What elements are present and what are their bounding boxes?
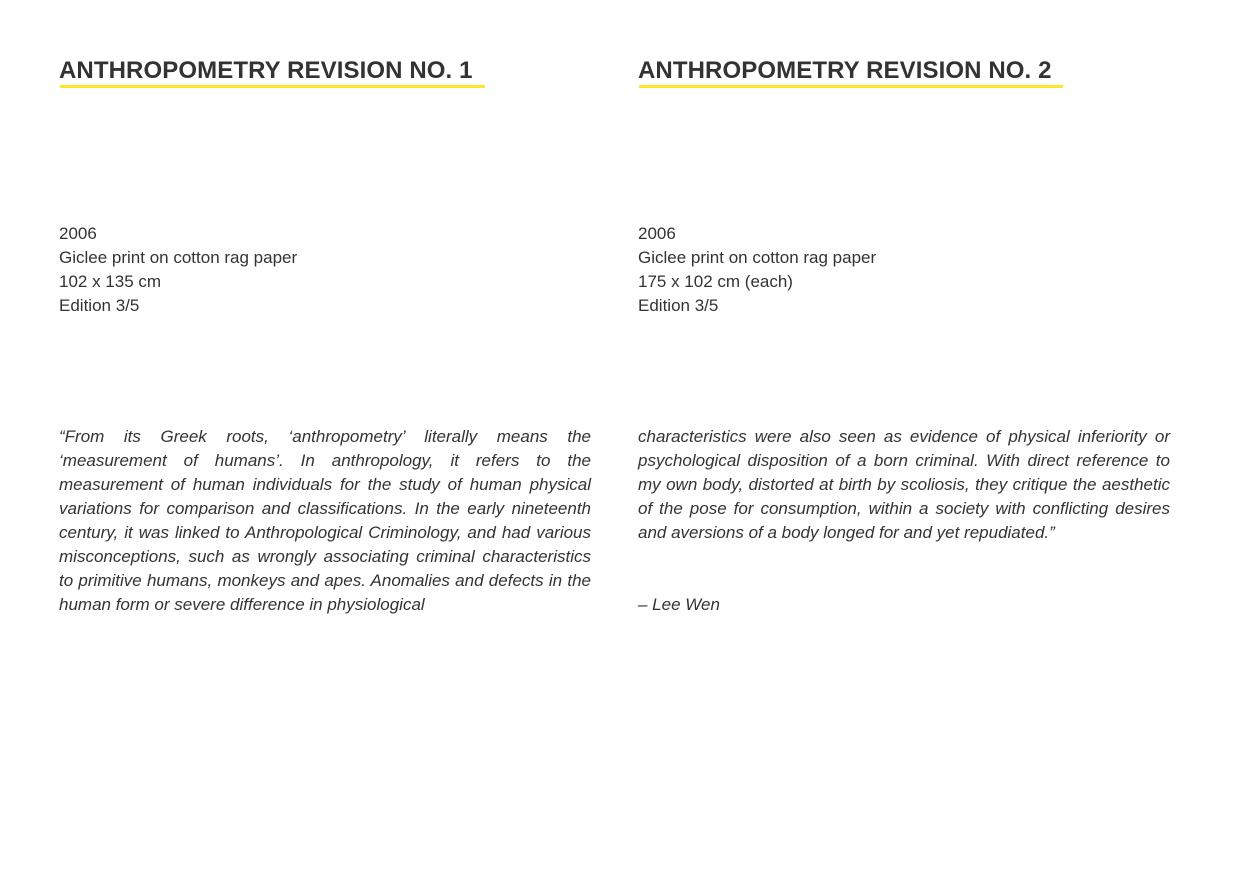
artwork-dimensions: 175 x 102 cm (each) [638,272,793,291]
title-underline [639,85,1063,88]
artwork-dimensions: 102 x 135 cm [59,272,162,291]
artwork-details [638,222,876,318]
artwork-year: 2006 [59,224,97,243]
artwork-details [59,222,297,318]
artwork-medium: Giclee print on cotton rag paper [59,248,298,267]
artwork-edition: Edition 3/5 [638,296,719,315]
artwork-year: 2006 [638,224,676,243]
artist-quote: “From its Greek roots, ‘anthropometry’ literally means the ‘measurement of humans’. In anthropology, it refers to the measurement of human individuals for the study of human physical variations for comparison and classifications. In the early nineteenth century, it was linked to Anthropological Criminology, and had various misconceptions, such as wrongly associating criminal characteristics to primitive humans, monkeys and apes. Anomalies and defects in the human form or severe difference in physiological [59,427,591,614]
artwork-title: ANTHROPOMETRY REVISION NO. 2 [638,57,1052,84]
artist-quote-continued: characteristics were also seen as evidence of physical inferiority or psychological disposition of a born criminal. With direct reference to my own body, distorted at birth by scoliosis, they critique the aesthetic of the pose for consumption, within a society with conflicting desires and aversions of a body longed for and yet repudiated.” [638,427,1170,542]
quote-attribution: – Lee Wen [638,595,720,614]
artwork-title: ANTHROPOMETRY REVISION NO. 1 [59,57,473,84]
artwork-edition: Edition 3/5 [59,296,140,315]
artwork-medium: Giclee print on cotton rag paper [638,248,877,267]
title-underline [60,85,485,88]
